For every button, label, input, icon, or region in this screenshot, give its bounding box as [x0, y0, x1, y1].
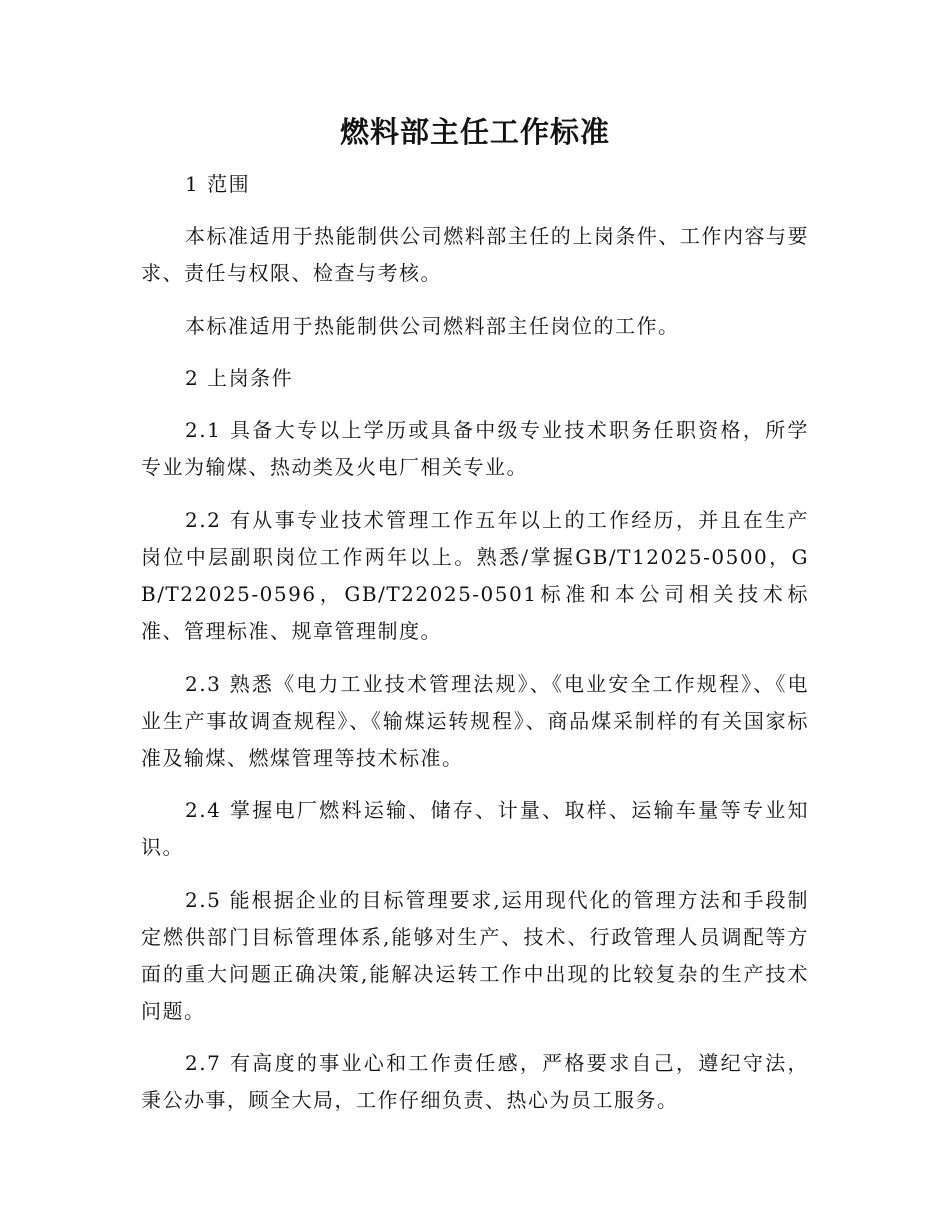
paragraph-scope-1: 本标准适用于热能制供公司燃料部主任的上岗条件、工作内容与要求、责任与权限、检查与考核。 — [141, 224, 809, 285]
clause-2-7: 2.7 有高度的事业心和工作责任感，严格要求自己，遵纪守法，秉公办事，顾全大局，工作仔细负责、热心为员工服务。 — [141, 1051, 809, 1112]
clause-2-1: 2.1 具备大专以上学历或具备中级专业技术职务任职资格，所学专业为输煤、热动类及火电厂相关专业。 — [141, 418, 809, 479]
clause-2-4: 2.4 掌握电厂燃料运输、储存、计量、取样、运输车量等专业知识。 — [141, 798, 809, 859]
clause-2-2: 2.2 有从事专业技术管理工作五年以上的工作经历，并且在生产岗位中层副职岗位工作两年以上。熟悉/掌握GB/T12025-0500，GB/T22025-0596，GB/T22025-0501标准和本公司相关技术标准、管理标准、规章管理制度。 — [141, 508, 809, 643]
clause-2-3: 2.3 熟悉《电力工业技术管理法规》、《电业安全工作规程》、《电业生产事故调查规程》、《输煤运转规程》、商品煤采制样的有关国家标准及输煤、燃煤管理等技术标准。 — [141, 672, 809, 770]
page-title: 燃料部主任工作标准 — [339, 115, 610, 149]
section-heading-conditions: 2 上岗条件 — [185, 366, 294, 390]
section-heading-scope: 1 范围 — [185, 172, 251, 196]
clause-2-5: 2.5 能根据企业的目标管理要求,运用现代化的管理方法和手段制定燃供部门目标管理体系,能够对生产、技术、行政管理人员调配等方面的重大问题正确决策,能解决运转工作中出现的比较复杂的生产技术问题。 — [141, 888, 809, 1023]
paragraph-scope-2: 本标准适用于热能制供公司燃料部主任岗位的工作。 — [185, 314, 680, 338]
